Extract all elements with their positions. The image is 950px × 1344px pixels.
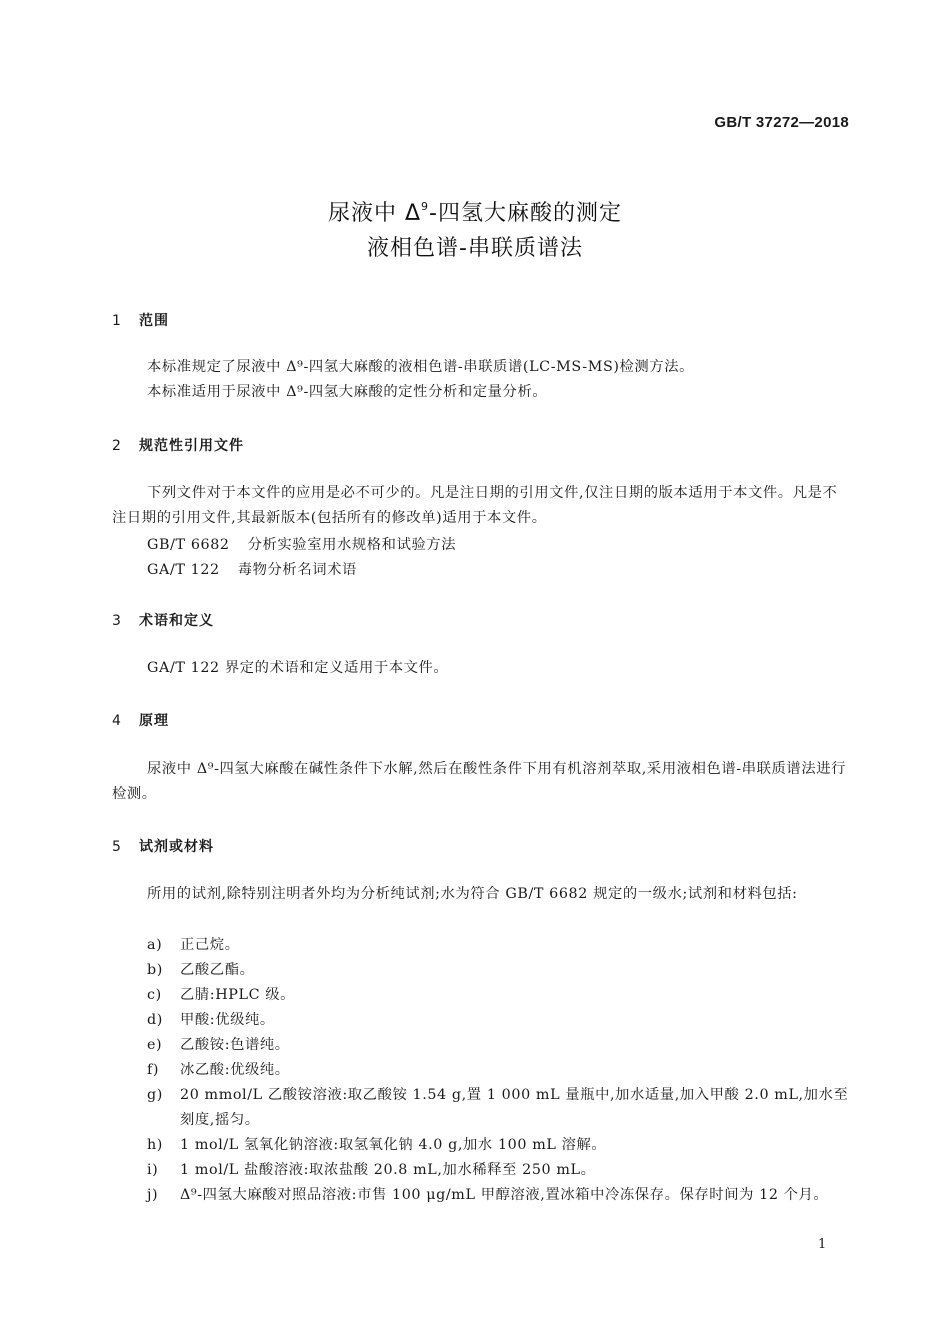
- title-suffix: -四氢大麻酸的测定: [429, 201, 622, 226]
- list-item-text: 甲酸:优级纯。: [180, 1012, 275, 1028]
- list-item-text: 乙酸乙酯。: [180, 962, 255, 978]
- section-3-heading: [112, 610, 214, 630]
- list-item-label: h): [147, 1137, 163, 1153]
- reference-code: GA/T 122: [147, 562, 220, 578]
- page-number: 1: [818, 1237, 827, 1252]
- section-number: 3: [112, 613, 122, 629]
- section-1-paragraph-1: 本标准规定了尿液中 Δ⁹-四氢大麻酸的液相色谱-串联质谱(LC-MS-MS)检测方法。: [147, 359, 695, 375]
- list-item-label: c): [147, 987, 162, 1003]
- list-item: [147, 983, 850, 1008]
- section-5-paragraph-1: 所用的试剂,除特别注明者外均为分析纯试剂;水为符合 GB/T 6682 规定的一级水;试剂和材料包括:: [147, 886, 798, 902]
- section-title: 原理: [139, 713, 169, 729]
- list-item-text: 正己烷。: [180, 937, 240, 953]
- section-2-heading: [112, 435, 244, 455]
- list-item-text: 冰乙酸:优级纯。: [180, 1062, 290, 1078]
- section-number: 1: [112, 313, 122, 329]
- list-item-text: 1 mol/L 盐酸溶液:取浓盐酸 20.8 mL,加水稀释至 250 mL。: [180, 1162, 596, 1178]
- section-5-heading: [112, 836, 214, 856]
- list-item-label: f): [147, 1062, 160, 1078]
- standard-number: GB/T 37272—2018: [714, 114, 849, 131]
- document-title-line1: [0, 196, 950, 227]
- reference-title: 分析实验室用水规格和试验方法: [247, 537, 457, 553]
- list-item-text: 乙腈:HPLC 级。: [180, 987, 296, 1003]
- section-title: 术语和定义: [139, 613, 214, 629]
- section-4-heading: [112, 710, 169, 730]
- list-item-label: b): [147, 962, 163, 978]
- section-title: 试剂或材料: [139, 839, 214, 855]
- section-title: 范围: [139, 313, 169, 329]
- document-title-line2: 液相色谱-串联质谱法: [367, 236, 583, 261]
- list-item: [147, 1158, 850, 1183]
- list-item: [147, 1058, 850, 1083]
- section-number: 2: [112, 438, 122, 454]
- reference-code: GB/T 6682: [147, 537, 230, 553]
- list-item: [147, 1133, 850, 1158]
- title-superscript: 9: [421, 199, 430, 213]
- section-1-paragraph-2: 本标准适用于尿液中 Δ⁹-四氢大麻酸的定性分析和定量分析。: [147, 384, 548, 400]
- list-item-label: a): [147, 937, 163, 953]
- list-item: [147, 1008, 850, 1033]
- list-item-text: 20 mmol/L 乙酸铵溶液:取乙酸铵 1.54 g,置 1 000 mL 量瓶中,加水适量,加入甲酸 2.0 mL,加水至刻度,摇匀。: [180, 1087, 849, 1128]
- list-item-label: d): [147, 1012, 163, 1028]
- reference-title: 毒物分析名词术语: [237, 562, 357, 578]
- section-title: 规范性引用文件: [139, 438, 244, 454]
- normative-reference: [147, 559, 357, 579]
- section-4-paragraph-1: 尿液中 Δ⁹-四氢大麻酸在碱性条件下水解,然后在酸性条件下用有机溶剂萃取,采用液相色谱-串联质谱法进行检测。: [112, 761, 847, 802]
- title-prefix: 尿液中 Δ: [328, 201, 422, 226]
- list-item-text: Δ⁹-四氢大麻酸对照品溶液:市售 100 μg/mL 甲醇溶液,置冰箱中冷冻保存。保存时间为 12 个月。: [180, 1187, 829, 1203]
- list-item-text: 乙酸铵:色谱纯。: [180, 1037, 290, 1053]
- list-item: [147, 1183, 850, 1208]
- section-number: 5: [112, 839, 122, 855]
- list-item: [147, 1033, 850, 1058]
- section-number: 4: [112, 713, 122, 729]
- section-2-paragraph-1: 下列文件对于本文件的应用是必不可少的。凡是注日期的引用文件,仅注日期的版本适用于本文件。凡是不注日期的引用文件,其最新版本(包括所有的修改单)适用于本文件。: [112, 485, 838, 526]
- list-item-text: 1 mol/L 氢氧化钠溶液:取氢氧化钠 4.0 g,加水 100 mL 溶解。: [180, 1137, 607, 1153]
- list-item-label: g): [147, 1087, 163, 1103]
- section-3-paragraph-1: GA/T 122 界定的术语和定义适用于本文件。: [147, 660, 449, 676]
- section-1-heading: [112, 310, 169, 330]
- list-item-label: e): [147, 1037, 163, 1053]
- list-item: [147, 1083, 850, 1133]
- list-item-label: j): [147, 1187, 159, 1203]
- list-item-label: i): [147, 1162, 159, 1178]
- list-item: [147, 933, 850, 958]
- list-item: [147, 958, 850, 983]
- normative-reference: [147, 534, 456, 554]
